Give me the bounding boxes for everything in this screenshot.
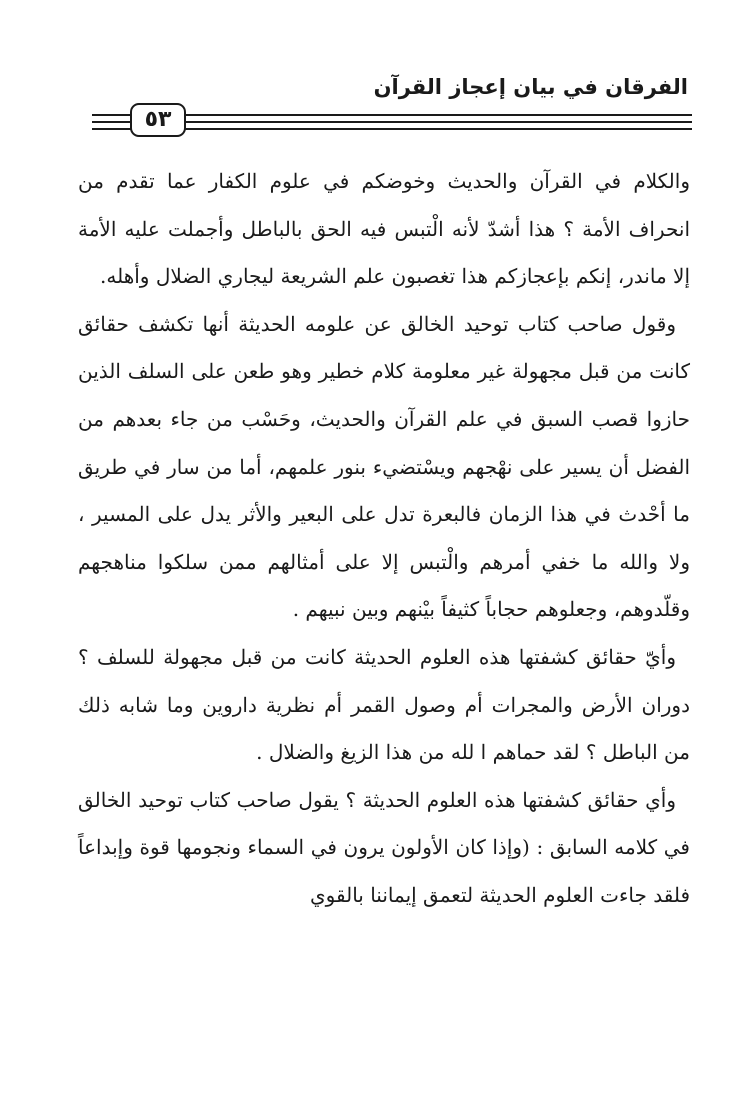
- running-title: الفرقان في بيان إعجاز القرآن: [373, 75, 688, 99]
- paragraph-4: وأي حقائق كشفتها هذه العلوم الحديثة ؟ يقول صاحب كتاب توحيد الخالق في كلامه السابق : (وإذا كان الأولون يرون في السماء ونجومها قوة وإبداعاً فلقد جاءت العلوم الحديثة لتعمق إيماننا بالقوي: [78, 787, 690, 907]
- page-number: ٥٣: [130, 103, 186, 137]
- paragraph-1: والكلام في القرآن والحديث وخوضكم في علوم الكفار عما تقدم من انحراف الأمة ؟ هذا أشدّ لأنه الْتبس فيه الحق بالباطل وأجملت عليه الأمة إلا ماندر، إنكم بإعجازكم هذا تغصبون علم الشريعة ليجاري الضلال وأهله.: [78, 169, 690, 289]
- paragraph-2: وقول صاحب كتاب توحيد الخالق عن علومه الحديثة أنها تكشف حقائق كانت من قبل مجهولة غير معلومة كلام خطير وهو طعن على السلف الذين حازوا قصب السبق في علم القرآن والحديث، وحَسْب من جاء بعدهم من الفضل أن يسير على نهْجهم ويسْتضيء بنور علمهم، أما من سار في طريق ما أحْدث في هذا الزمان فالبعرة تدل على البعير والأثر يدل على المسير ، ولا والله ما خفي أمرهم والْتبس إلا على أمثالهم ممن سلكوا مناهجهم وقلّدوهم، وجعلوهم حجاباً كثيفاً بيْنهم وبين نبيهم .: [78, 311, 690, 622]
- paragraph-3: وأيّ حقائق كشفتها هذه العلوم الحديثة كانت من قبل مجهولة للسلف ؟ دوران الأرض والمجرات أم وصول القمر أم نظرية داروين وما شابه ذلك من الباطل ؟ لقد حماهم ا لله من هذا الزيغ والضلال .: [78, 644, 690, 765]
- body-text: [78, 158, 690, 920]
